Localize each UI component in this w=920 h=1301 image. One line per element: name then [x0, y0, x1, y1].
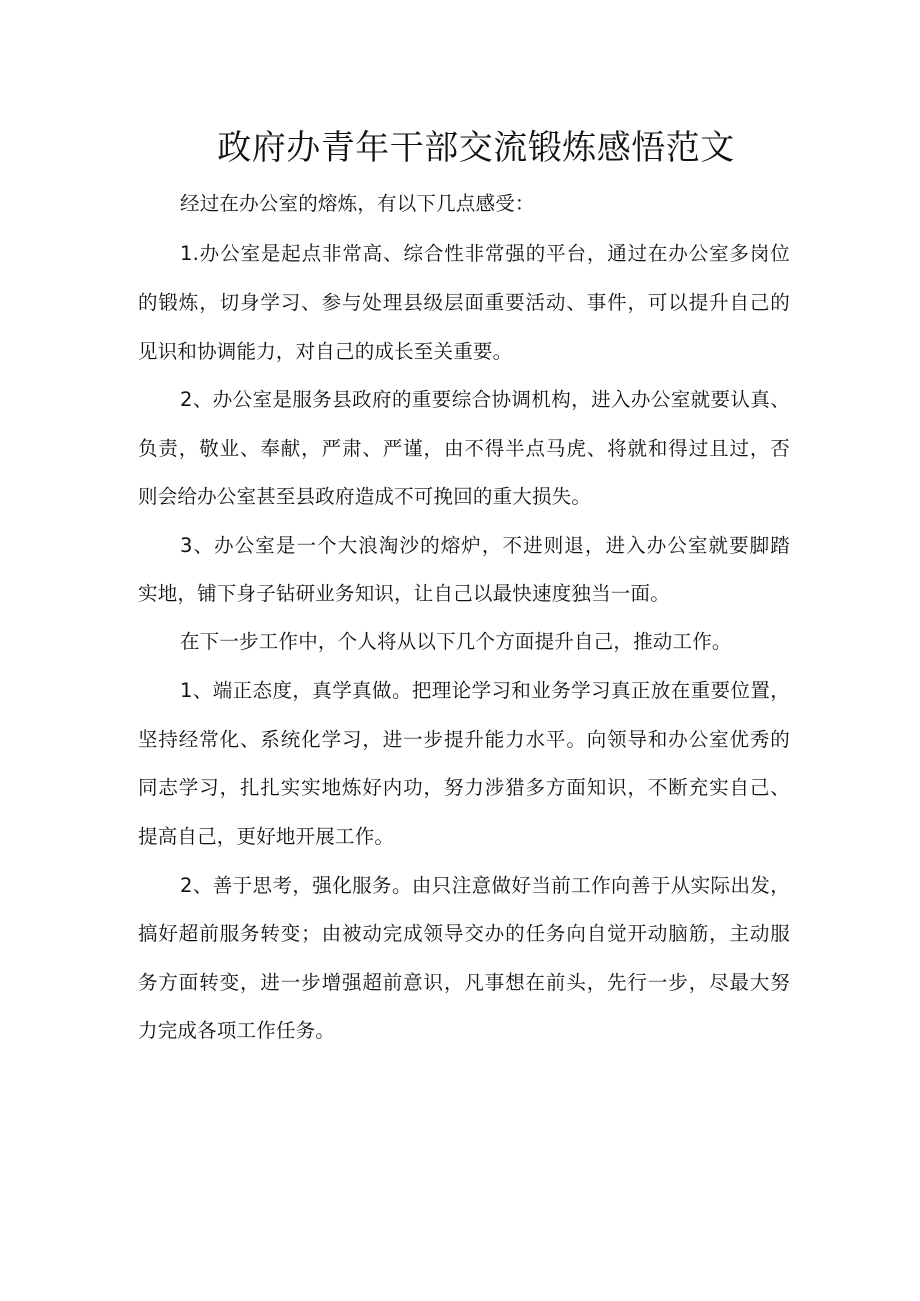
text-line: 经过在办公室的熔炼，有以下几点感受： [180, 192, 535, 215]
text-line: 2、善于思考，强化服务。由只注意做好当前工作向善于从实际出发， [180, 874, 790, 897]
text-line: 1.办公室是起点非常高、综合性非常强的平台，通过在办公室多岗位 [180, 242, 790, 265]
text-line: 2、办公室是服务县政府的重要综合协调机构，进入办公室就要认真、 [180, 388, 790, 411]
text-line: 见识和协调能力，对自己的成长至关重要。 [138, 340, 513, 363]
text-line: 的锻炼，切身学习、参与处理县级层面重要活动、事件，可以提升自己的 [138, 291, 790, 314]
text-line: 在下一步工作中，个人将从以下几个方面提升自己，推动工作。 [180, 630, 732, 653]
text-line: 提高自己，更好地开展工作。 [138, 825, 395, 848]
document-title: 政府办青年干部交流锻炼感悟范文 [217, 128, 735, 168]
text-line: 1、端正态度，真学真做。把理论学习和业务学习真正放在重要位置， [180, 679, 790, 702]
text-line: 3、办公室是一个大浪淘沙的熔炉，不进则退，进入办公室就要脚踏 [180, 534, 790, 557]
text-line: 力完成各项工作任务。 [138, 1019, 336, 1042]
text-line: 负责，敬业、奉献，严肃、严谨，由不得半点马虎、将就和得过且过，否 [138, 437, 790, 460]
text-line: 务方面转变，进一步增强超前意识，凡事想在前头，先行一步，尽最大努 [138, 971, 790, 994]
text-line: 搞好超前服务转变；由被动完成领导交办的任务向自觉开动脑筋，主动服 [138, 922, 790, 945]
text-line: 实地，铺下身子钻研业务知识，让自己以最快速度独当一面。 [138, 582, 670, 605]
text-line: 同志学习，扎扎实实地炼好内功，努力涉猎多方面知识，不断充实自己、 [138, 776, 790, 799]
text-line: 坚持经常化、系统化学习，进一步提升能力水平。向领导和办公室优秀的 [138, 728, 790, 751]
text-line: 则会给办公室甚至县政府造成不可挽回的重大损失。 [138, 485, 592, 508]
